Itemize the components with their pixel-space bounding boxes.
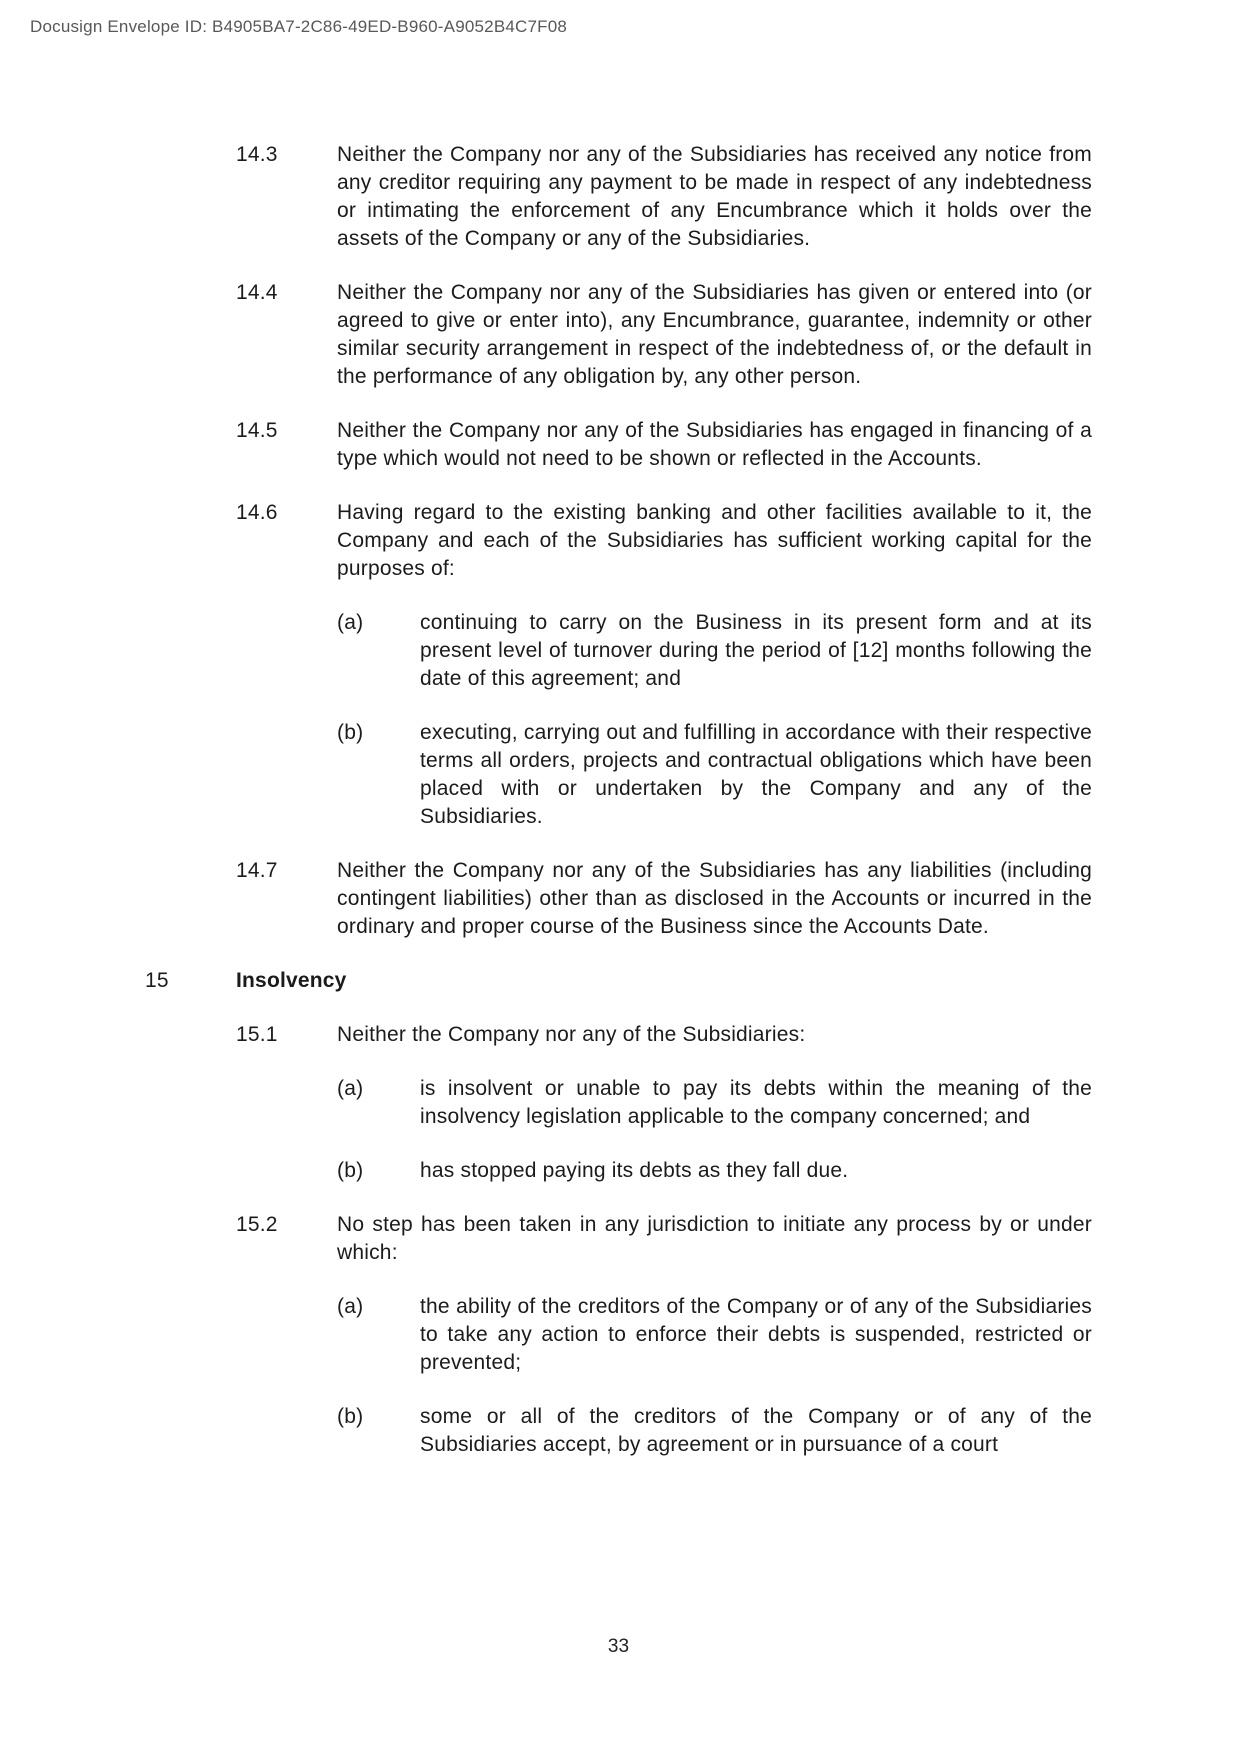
document-content — [145, 141, 1092, 1485]
clause-number: 14.4 — [236, 281, 278, 304]
subclause-letter: (b) — [337, 1405, 364, 1428]
subclause-text: some or all of the creditors of the Company or of any of the Subsidiaries accept, by agreement or in pursuance of a court — [420, 1405, 1092, 1456]
clause-14-4 — [145, 279, 1092, 391]
clause-text: Neither the Company nor any of the Subsidiaries has given or entered into (or agreed to give or enter into), any Encumbrance, guarantee, indemnity or other similar security arrangement in respect of the indebtedness of, or the default in the performance of any obligation by, any other person. — [337, 281, 1092, 388]
subclause-15-1-a — [337, 1075, 1092, 1131]
subclause-letter: (a) — [337, 611, 364, 634]
subclause-letter: (b) — [337, 721, 364, 744]
clause-14-5 — [145, 417, 1092, 473]
subclause-letter: (b) — [337, 1159, 364, 1182]
docusign-envelope-id: Docusign Envelope ID: B4905BA7-2C86-49ED-B960-A9052B4C7F08 — [30, 17, 568, 36]
clause-14-7 — [145, 857, 1092, 941]
subclause-15-2-a — [337, 1293, 1092, 1377]
clause-15-2 — [145, 1211, 1092, 1267]
subclause-14-6-b — [337, 719, 1092, 831]
subclause-letter: (a) — [337, 1077, 364, 1100]
clause-number: 14.5 — [236, 419, 278, 442]
subclause-text: the ability of the creditors of the Company or of any of the Subsidiaries to take any action to enforce their debts is suspended, restricted or prevented; — [420, 1295, 1092, 1374]
clause-number: 14.3 — [236, 143, 278, 166]
subclause-14-6-a — [337, 609, 1092, 693]
clause-number: 14.7 — [236, 859, 278, 882]
subclause-15-2-b — [337, 1403, 1092, 1459]
clause-number: 15.2 — [236, 1213, 278, 1236]
clause-14-6 — [145, 499, 1092, 583]
clause-text: No step has been taken in any jurisdiction to initiate any process by or under which: — [337, 1213, 1092, 1264]
subclause-letter: (a) — [337, 1295, 364, 1318]
subclause-text: continuing to carry on the Business in its present form and at its present level of turnover during the period of [12] months following the date of this agreement; and — [420, 611, 1092, 690]
clause-text: Neither the Company nor any of the Subsidiaries has engaged in financing of a type which would not need to be shown or reflected in the Accounts. — [337, 419, 1092, 470]
page-number: 33 — [607, 1636, 630, 1657]
clause-number: 15.1 — [236, 1023, 278, 1046]
section-15-heading — [145, 967, 1092, 995]
clause-text: Neither the Company nor any of the Subsidiaries has any liabilities (including contingent liabilities) other than as disclosed in the Accounts or incurred in the ordinary and proper course of the Business since the Accounts Date. — [337, 859, 1092, 938]
subclause-text: has stopped paying its debts as they fall due. — [420, 1159, 849, 1182]
section-title: Insolvency — [236, 969, 347, 992]
clause-14-3 — [145, 141, 1092, 253]
clause-text: Neither the Company nor any of the Subsidiaries has received any notice from any creditor requiring any payment to be made in respect of any indebtedness or intimating the enforcement of any Encumbrance which it holds over the assets of the Company or any of the Subsidiaries. — [337, 143, 1092, 250]
clause-text: Having regard to the existing banking and other facilities available to it, the Company and each of the Subsidiaries has sufficient working capital for the purposes of: — [337, 501, 1092, 580]
subclause-text: is insolvent or unable to pay its debts within the meaning of the insolvency legislation applicable to the company concerned; and — [420, 1077, 1092, 1128]
subclause-15-1-b — [337, 1157, 1092, 1185]
section-number: 15 — [145, 969, 169, 992]
clause-15-1 — [145, 1021, 1092, 1049]
clause-number: 14.6 — [236, 501, 278, 524]
subclause-text: executing, carrying out and fulfilling in accordance with their respective terms all orders, projects and contractual obligations which have been placed with or undertaken by the Company and any of the Subsidiaries. — [420, 721, 1092, 828]
clause-text: Neither the Company nor any of the Subsidiaries: — [337, 1023, 806, 1046]
